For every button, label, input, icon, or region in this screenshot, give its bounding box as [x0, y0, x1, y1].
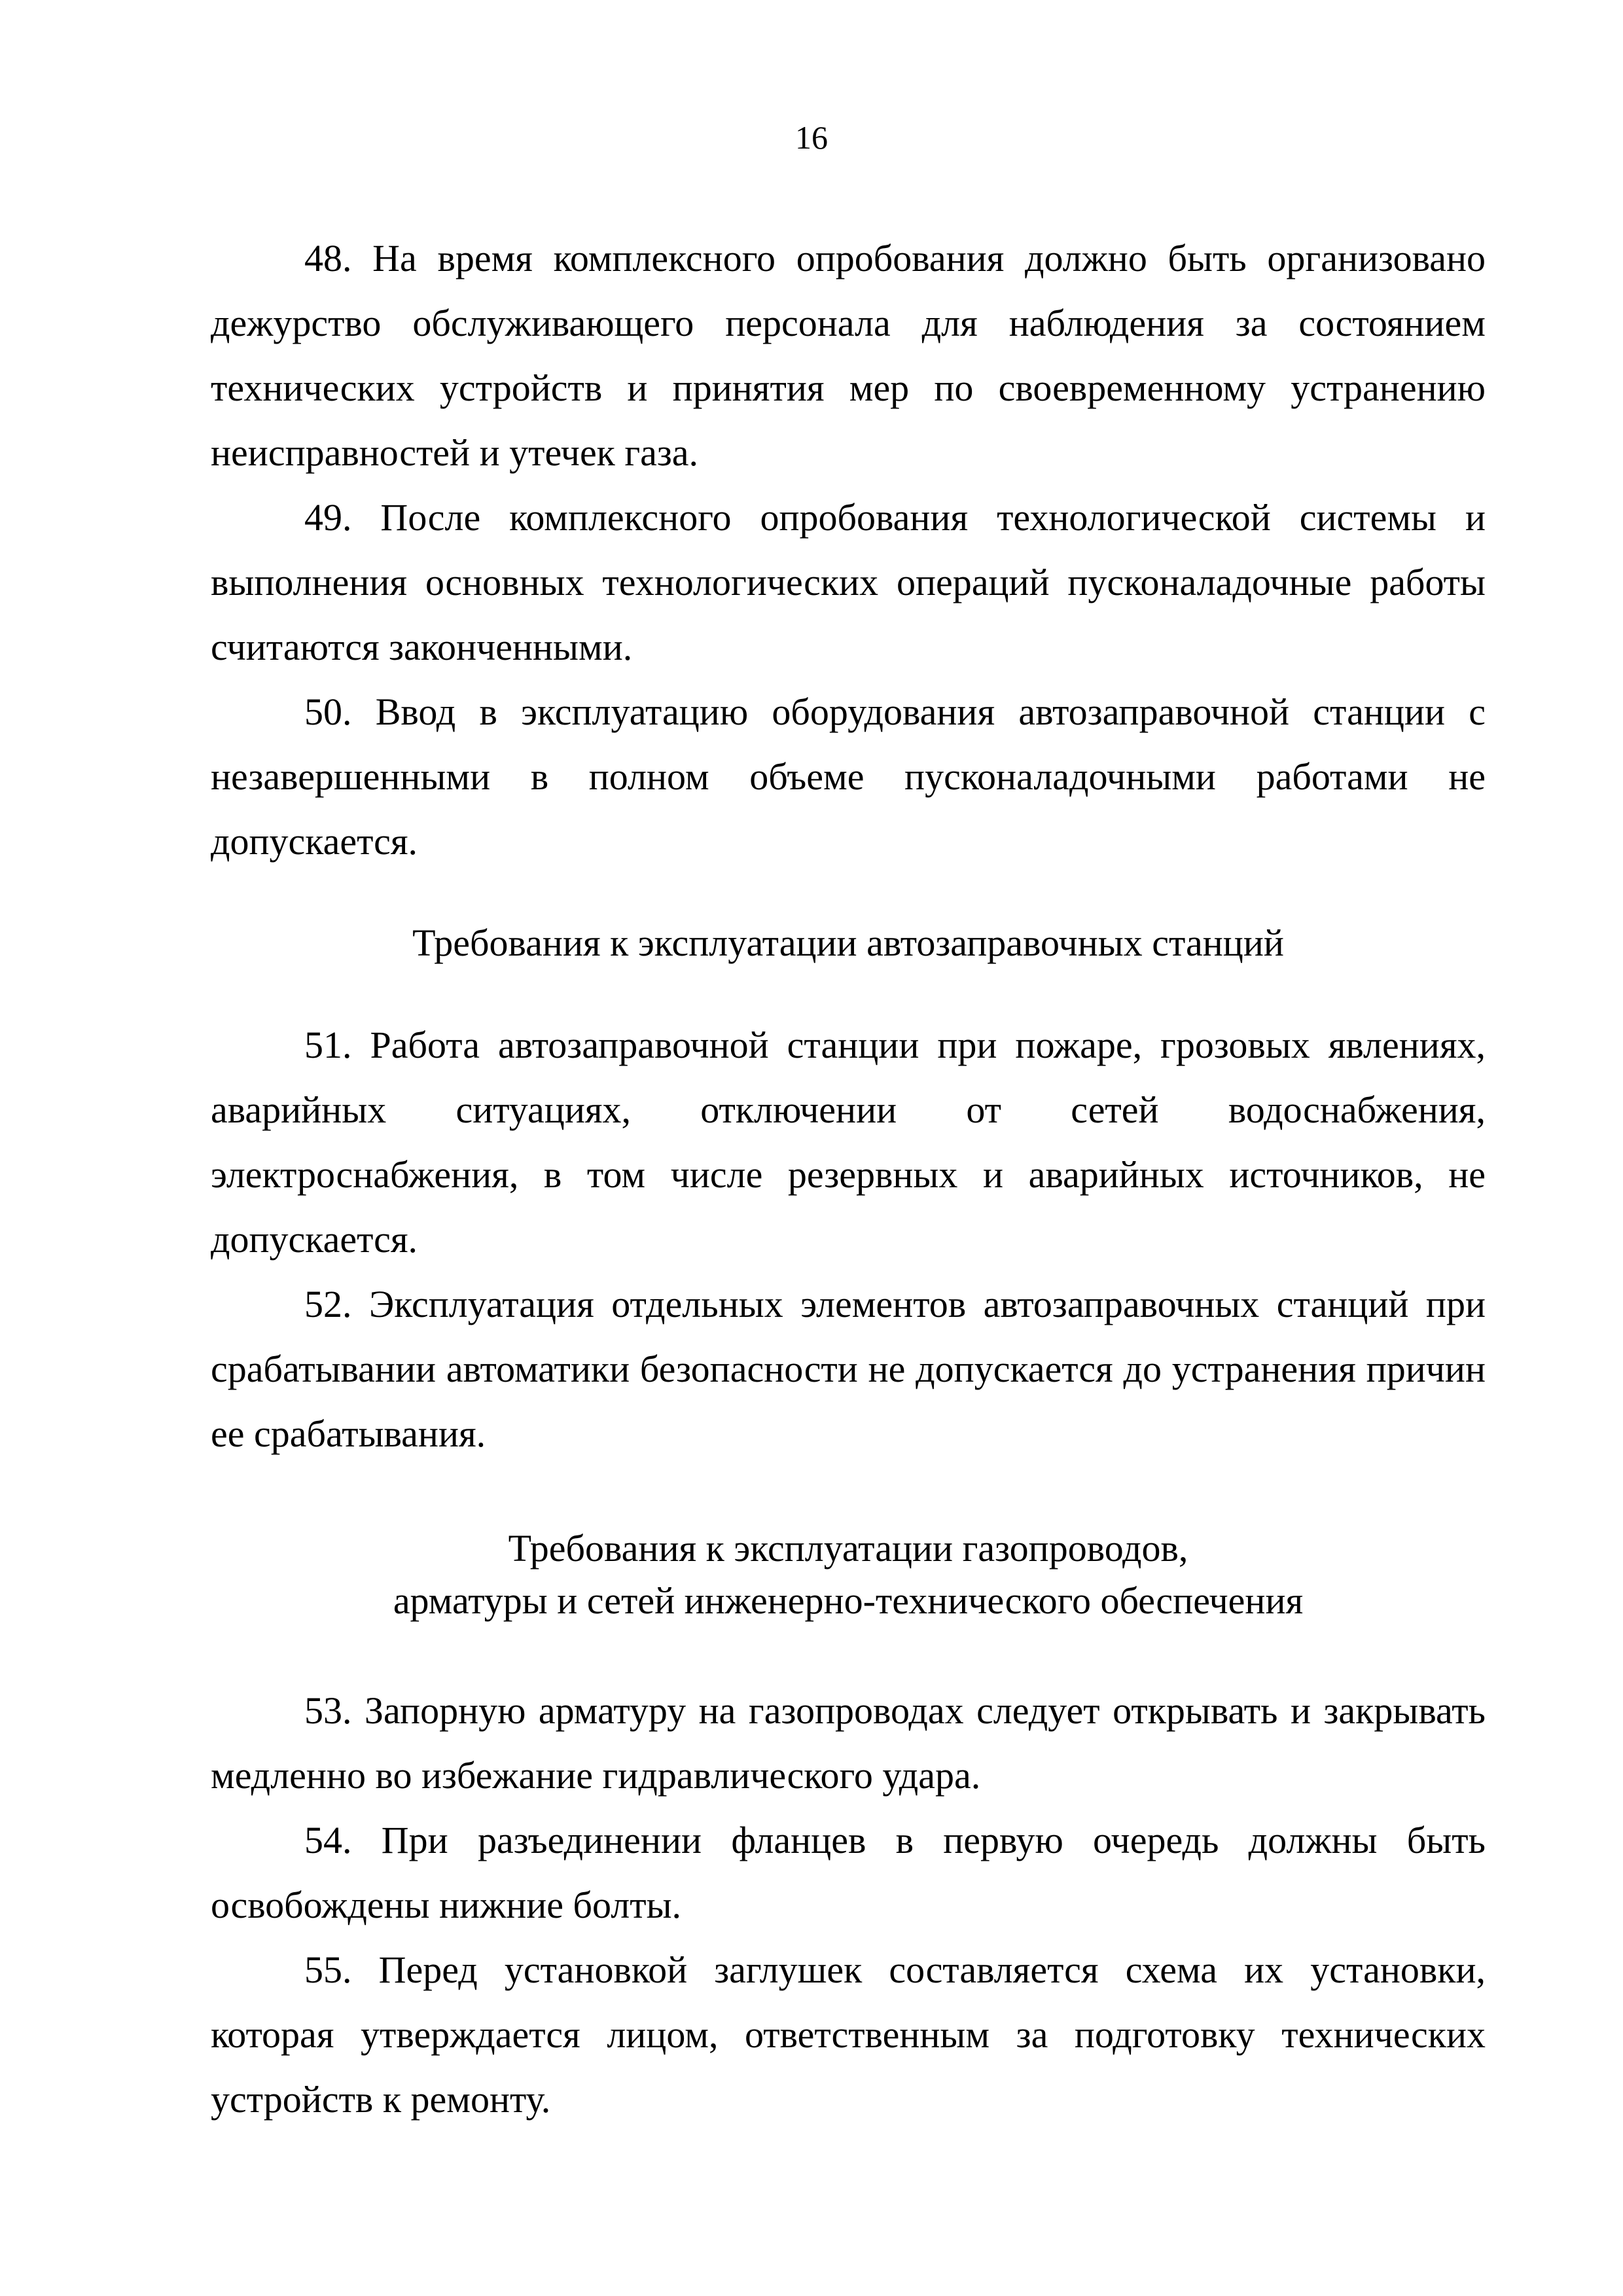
paragraph-50: 50. Ввод в эксплуатацию оборудования автозаправочной станции с незавершенными в полном объеме пусконаладочными работами не допускается.	[211, 691, 1486, 863]
paragraph-52: 52. Эксплуатация отдельных элементов автозаправочных станций при срабатывании автоматики безопасности не допускается до устранения причин ее срабатывания.	[211, 1283, 1486, 1455]
section-heading-stations: Требования к эксплуатации автозаправочных станций	[412, 922, 1284, 964]
section-heading-line-1: Требования к эксплуатации газопроводов,	[508, 1527, 1188, 1570]
section-heading-gas-pipelines	[211, 1522, 1486, 1627]
paragraph-49: 49. После комплексного опробования технологической системы и выполнения основных технологических операций пусконаладочные работы считаются законченными.	[211, 496, 1486, 668]
paragraph-53: 53. Запорную арматуру на газопроводах следует открывать и закрывать медленно во избежание гидравлического удара.	[211, 1689, 1486, 1797]
document-body	[211, 226, 1486, 2132]
paragraph-51: 51. Работа автозаправочной станции при пожаре, грозовых явлениях, аварийных ситуациях, отключении от сетей водоснабжения, электроснабжения, в том числе резервных и аварийных источников, не допускается.	[211, 1024, 1486, 1261]
section-heading-line-2: арматуры и сетей инженерно-технического обеспечения	[393, 1579, 1304, 1622]
paragraph-55: 55. Перед установкой заглушек составляется схема их установки, которая утверждается лицом, ответственным за подготовку технических устройств к ремонту.	[211, 1948, 1486, 2121]
paragraph-54: 54. При разъединении фланцев в первую очередь должны быть освобождены нижние болты.	[211, 1819, 1486, 1926]
page-number: 16	[795, 119, 828, 156]
paragraph-48: 48. На время комплексного опробования должно быть организовано дежурство обслуживающего персонала для наблюдения за состоянием технических устройств и принятия мер по своевременному устранению неисправностей и утечек газа.	[211, 237, 1486, 474]
